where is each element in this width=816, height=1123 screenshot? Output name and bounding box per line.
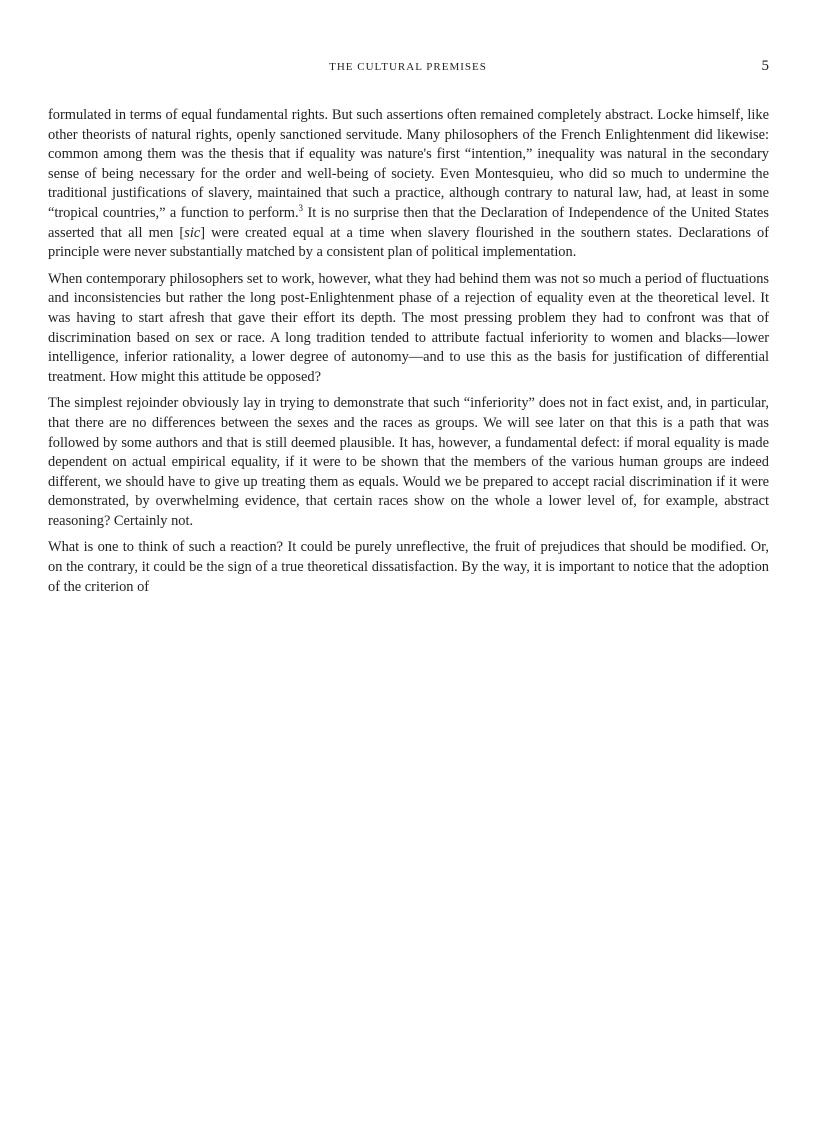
paragraph-2: When contemporary philosophers set to work, however, what they had behind them was not so much a period of fluctuations and inconsistencies but rather the long post-Enlightenment phase of a rejection of equality even at the theoretical level. It was having to start afresh that gave their effort its depth. The most pressing problem they had to confront was that of discrimination based on sex or race. A long tradition tended to attribute factual inferiority to women and blacks—lower intelligence, inferior rationality, a lower degree of autonomy—and to use this as the basis for justification of differential treatment. How might this attitude be opposed? — [48, 270, 769, 385]
running-head: THE CULTURAL PREMISES — [329, 61, 487, 73]
paragraph-4: What is one to think of such a reaction? It could be purely unreflective, the fruit of prejudices that should be modified. Or, on the contrary, it could be the sign of a true theoretical dissatisfaction. By the way, it is important to notice that the adoption of the criterion of — [48, 539, 769, 595]
sic-annotation: sic — [184, 224, 201, 241]
paragraph-1-text-b: It is no surprise then that the Declaration of Independence of the United States asserted that all men [ — [48, 204, 769, 241]
page-number: 5 — [761, 58, 769, 74]
footnote-reference: 3 — [298, 203, 304, 214]
body-text — [48, 106, 769, 604]
paragraph-1-text-c: ] were created equal at a time when slavery flourished in the southern states. Declarations of principle were never substantially matched by a consistent plan of political implementation. — [48, 224, 769, 261]
paragraph-3: The simplest rejoinder obviously lay in trying to demonstrate that such “inferiority” does not in fact exist, and, in particular, that there are no differences between the sexes and the races as groups. We will see later on that this is a path that was followed by some authors and that is still deemed plausible. It has, however, a fundamental defect: if moral equality is made dependent on actual empirical equality, if it were to be shown that the members of the various human groups are indeed different, we should have to give up treating them as equals. Would we be prepared to accept racial discrimination if it were demonstrated, by overwhelming evidence, that certain races show on the whole a lower level of, for example, abstract reasoning? Certainly not. — [48, 395, 769, 529]
paragraph-1 — [48, 106, 769, 263]
paragraph-1-text-a: formulated in terms of equal fundamental rights. But such assertions often remained completely abstract. Locke himself, like other theorists of natural rights, openly sanctioned servitude. Many philosophers of the French Enlightenment did likewise: common among them was the thesis that if equality was nature's first “intention,” inequality was natural in the secondary sense of being necessary for the order and well-being of society. Even Montesquieu, who did so much to undermine the traditional justifications of slavery, maintained that such a practice, although contrary to natural law, had, at least in some “tropical countries,” a function to perform. — [48, 107, 769, 221]
